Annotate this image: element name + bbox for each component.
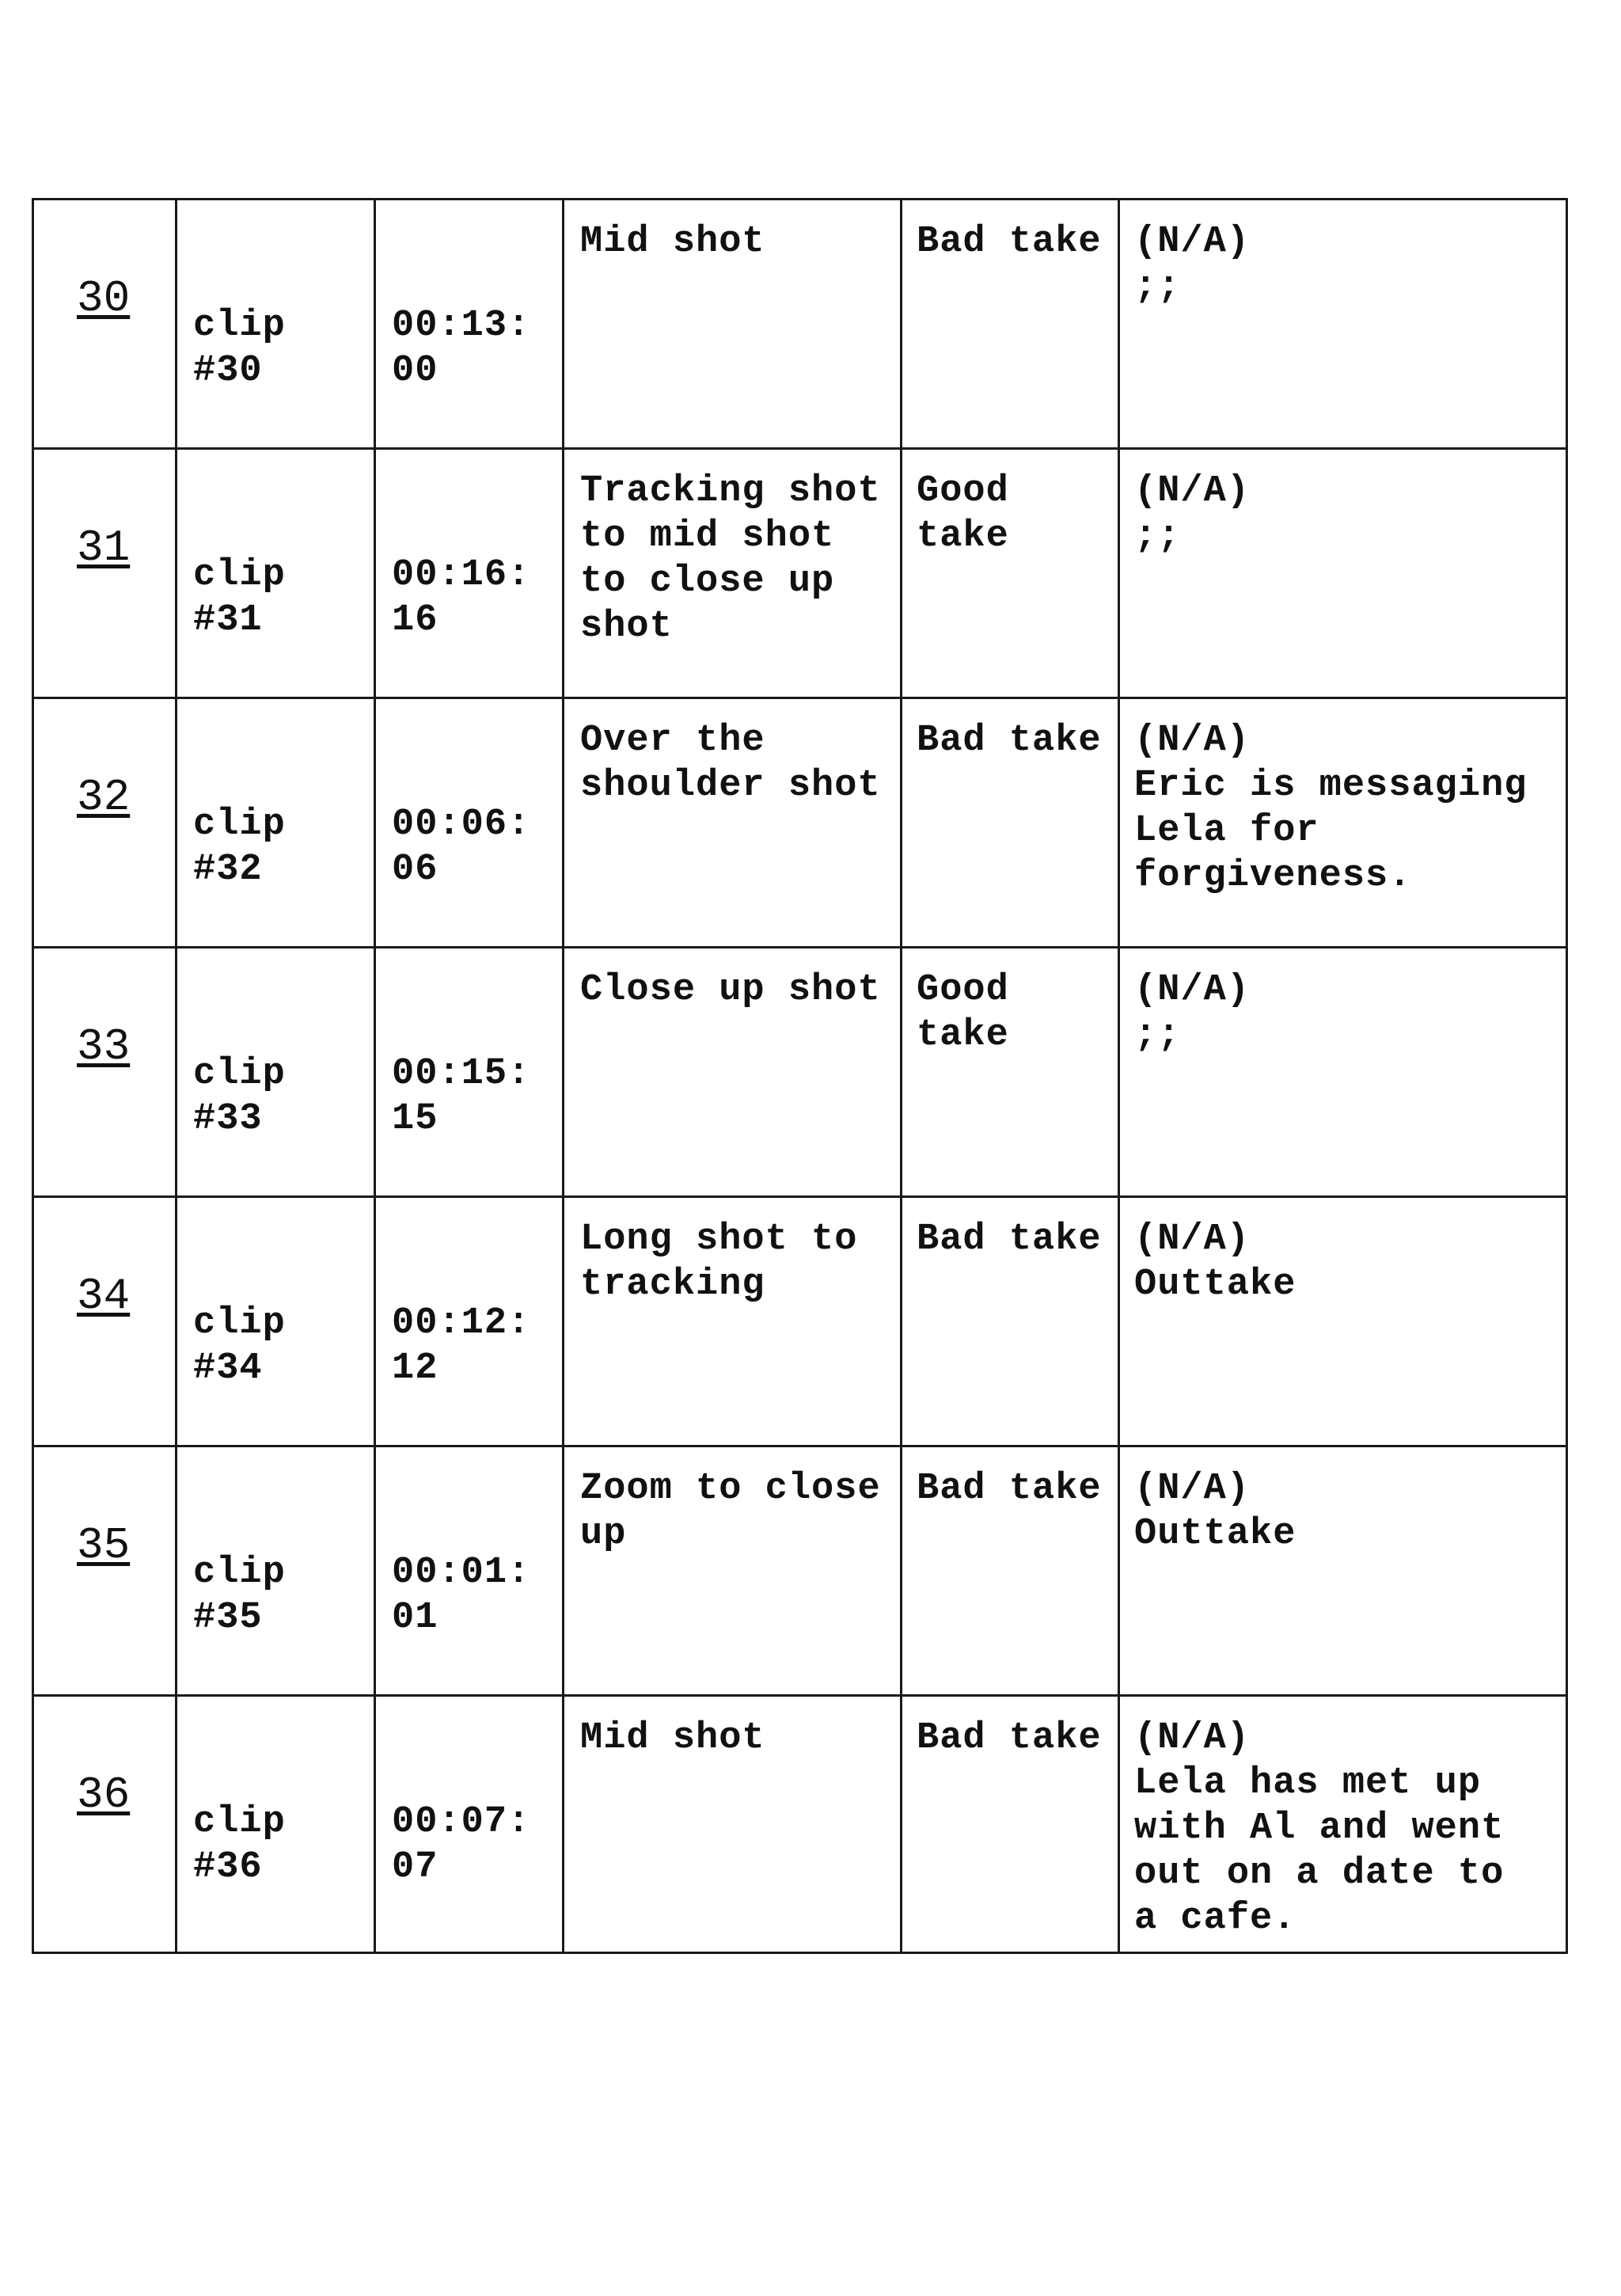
scene-notes: (N/A) ;; [1134, 969, 1251, 1056]
take-quality-cell [902, 948, 1119, 1197]
notes-cell [1119, 1696, 1567, 1953]
take-quality: Bad take [917, 1468, 1102, 1510]
take-quality: Good take [917, 969, 1009, 1056]
scene-number: 30 [77, 273, 131, 324]
notes-cell [1119, 948, 1567, 1197]
shot-log-body [33, 200, 1567, 1953]
shot-type-cell [564, 449, 902, 698]
shot-log-table [32, 198, 1568, 1954]
scene-number-cell [33, 200, 177, 449]
duration-cell [375, 948, 564, 1197]
scene-number-cell [33, 698, 177, 948]
shot-type-cell [564, 698, 902, 948]
clip-label: clip #35 [193, 1552, 286, 1639]
clip-cell [177, 449, 375, 698]
clip-cell [177, 1696, 375, 1953]
shot-type: Tracking shot to mid shot to close up shot [580, 470, 881, 648]
clip-cell [177, 698, 375, 948]
scene-number-cell [33, 1446, 177, 1696]
clip-label: clip #30 [193, 305, 286, 392]
scene-number: 34 [77, 1271, 131, 1321]
scene-notes: (N/A) Lela has met up with Al and went out on a date to a cafe. [1134, 1717, 1505, 1940]
clip-cell [177, 1197, 375, 1446]
scene-number-cell [33, 449, 177, 698]
table-row [33, 1197, 1567, 1446]
shot-type: Mid shot [580, 221, 765, 263]
clip-label: clip #36 [193, 1801, 286, 1888]
scene-notes: (N/A) Eric is messaging Lela for forgiveness. [1134, 720, 1528, 897]
take-quality: Bad take [917, 1717, 1102, 1759]
scene-notes: (N/A) ;; [1134, 221, 1251, 308]
shot-type-cell [564, 200, 902, 449]
clip-cell [177, 1446, 375, 1696]
notes-cell [1119, 698, 1567, 948]
table-row [33, 948, 1567, 1197]
clip-label: clip #34 [193, 1302, 286, 1389]
take-quality: Good take [917, 470, 1009, 557]
notes-cell [1119, 1446, 1567, 1696]
clip-duration: 00:01: 01 [392, 1552, 531, 1639]
scene-notes: (N/A) Outtake [1134, 1218, 1296, 1306]
notes-cell [1119, 449, 1567, 698]
take-quality-cell [902, 200, 1119, 449]
scene-number: 36 [77, 1770, 131, 1820]
shot-type-cell [564, 948, 902, 1197]
scene-number-cell [33, 948, 177, 1197]
take-quality: Bad take [917, 1218, 1102, 1260]
clip-duration: 00:07: 07 [392, 1801, 531, 1888]
scene-number-cell [33, 1197, 177, 1446]
shot-type: Over the shoulder shot [580, 720, 881, 807]
table-row [33, 449, 1567, 698]
duration-cell [375, 1446, 564, 1696]
table-row [33, 1446, 1567, 1696]
take-quality-cell [902, 1696, 1119, 1953]
duration-cell [375, 1696, 564, 1953]
clip-label: clip #33 [193, 1053, 286, 1140]
notes-cell [1119, 1197, 1567, 1446]
scene-number: 32 [77, 772, 131, 823]
table-row [33, 698, 1567, 948]
scene-number: 33 [77, 1021, 131, 1072]
duration-cell [375, 1197, 564, 1446]
take-quality-cell [902, 698, 1119, 948]
scene-number: 31 [77, 523, 131, 573]
take-quality: Bad take [917, 221, 1102, 263]
table-row [33, 1696, 1567, 1953]
shot-type-cell [564, 1197, 902, 1446]
scene-notes: (N/A) Outtake [1134, 1468, 1296, 1555]
clip-duration: 00:06: 06 [392, 804, 531, 891]
take-quality: Bad take [917, 720, 1102, 762]
clip-duration: 00:15: 15 [392, 1053, 531, 1140]
take-quality-cell [902, 1197, 1119, 1446]
clip-duration: 00:16: 16 [392, 554, 531, 641]
shot-type: Zoom to close up [580, 1468, 881, 1555]
shot-type: Mid shot [580, 1717, 765, 1759]
clip-cell [177, 200, 375, 449]
shot-type-cell [564, 1696, 902, 1953]
scene-notes: (N/A) ;; [1134, 470, 1251, 557]
duration-cell [375, 698, 564, 948]
clip-label: clip #31 [193, 554, 286, 641]
clip-label: clip #32 [193, 804, 286, 891]
clip-duration: 00:12: 12 [392, 1302, 531, 1389]
shot-type: Long shot to tracking [580, 1218, 858, 1306]
notes-cell [1119, 200, 1567, 449]
table-row [33, 200, 1567, 449]
clip-duration: 00:13: 00 [392, 305, 531, 392]
duration-cell [375, 449, 564, 698]
shot-type: Close up shot [580, 969, 881, 1011]
duration-cell [375, 200, 564, 449]
take-quality-cell [902, 1446, 1119, 1696]
scene-number-cell [33, 1696, 177, 1953]
shot-type-cell [564, 1446, 902, 1696]
take-quality-cell [902, 449, 1119, 698]
clip-cell [177, 948, 375, 1197]
scene-number: 35 [77, 1520, 131, 1571]
